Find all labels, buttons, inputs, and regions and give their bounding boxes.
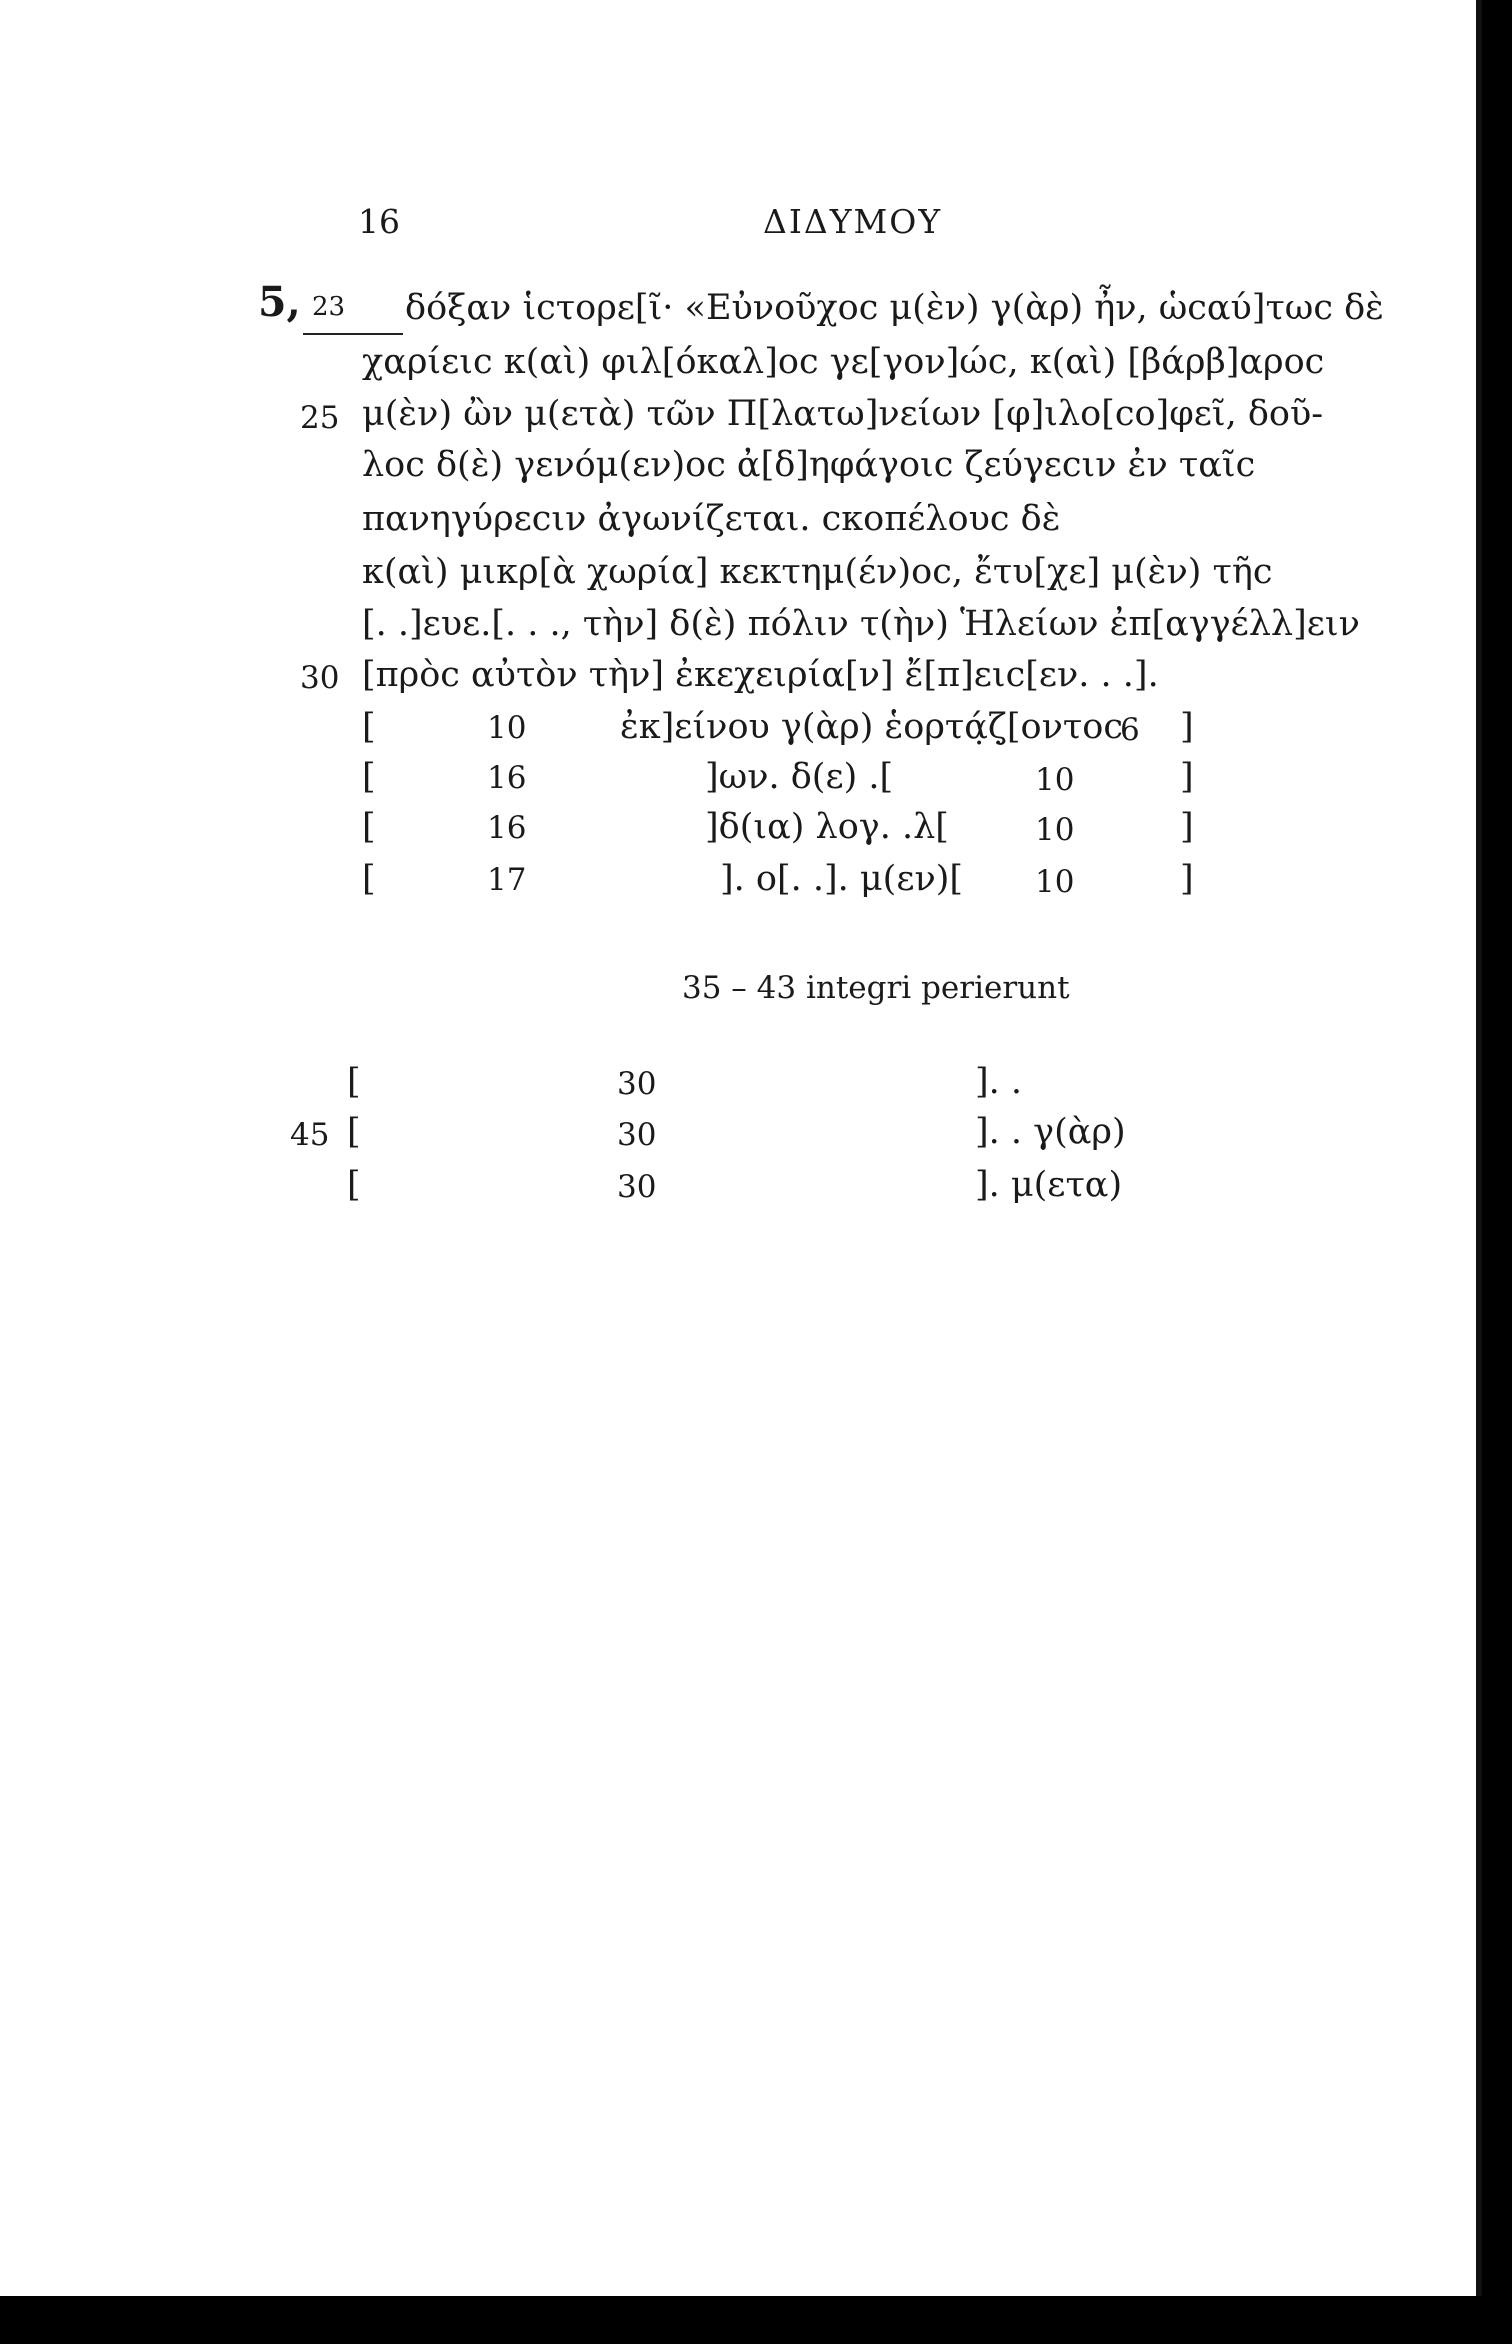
section-underline [303,333,403,335]
editorial-note: 35 – 43 integri perierunt [682,970,1070,1006]
line-number-25: 25 [300,400,340,436]
final-text: ]. . [975,1062,1023,1102]
line-number-30: 30 [300,660,340,696]
lacuna-close: ] [1180,807,1194,847]
lacuna-text: ]ων. δ(ε) .[ [705,757,894,797]
final-open: [ [347,1062,361,1102]
final-open: [ [347,1112,361,1152]
lacuna-count2: 10 [1035,762,1075,798]
lacuna-open: [ [362,859,376,899]
final-count: 30 [617,1117,657,1153]
text-line-26: λοc δ(ὲ) γενόμ(εν)οc ἀ[δ]ηφάγοιc ζεύγεcιν ἐν ταῖc [362,445,1256,485]
text-line-30: [πρὸc αὐτὸν τὴν] ἐκεχειρία[ν] ἔ[π]ειc[εν. . .]. [362,655,1159,695]
final-text: ]. . γ(ὰρ) [975,1112,1126,1152]
final-count: 30 [617,1169,657,1205]
final-count: 30 [617,1066,657,1102]
lacuna-open: [ [362,707,376,747]
lacuna-open: [ [362,757,376,797]
final-open: [ [347,1165,361,1205]
text-line-28: κ(αὶ) μικρ[ὰ χωρία] κεκτημ(έν)οc, ἔτυ[χε] μ(ὲν) τῆc [362,552,1273,592]
lacuna-text: ]. ο[. .]. μ(εν)[ [720,859,964,899]
lacuna-count: 16 [487,810,527,846]
lacuna-count: 10 [487,710,527,746]
line-number-45: 45 [290,1117,330,1153]
lacuna-close: ] [1180,707,1194,747]
text-line-24: χαρίειc κ(αὶ) φιλ[όκαλ]οc γε[γον]ώc, κ(αὶ) [βάρβ]αροc [362,342,1325,382]
scan-edge [1502,40,1512,2336]
section-number: 5, [258,278,301,326]
lacuna-count2: 6 [1120,712,1140,748]
text-line-27: πανηγύρεcιν ἀγωνίζεται. cκοπέλουc δὲ [362,499,1061,539]
lacuna-text: ἐκ]είνου γ(ὰρ) ἑορτά̣ζ̣[οντοc [620,707,1123,747]
page-number: 16 [358,202,400,241]
text-line-25: μ(ὲν) ὢν μ(ετὰ) τῶν Π[λατω]νείων [φ]ιλο[cο]φεῖ, δοῦ- [362,394,1324,434]
running-title: ΔΙΔΥΜΟΥ [763,202,943,241]
lacuna-close: ] [1180,859,1194,899]
section-line-ref: 23 [312,292,346,322]
lacuna-count2: 10 [1035,812,1075,848]
lacuna-open: [ [362,807,376,847]
final-text: ]. μ(ετα) [975,1165,1123,1205]
lacuna-text: ]δ(ια) λογ. .λ[ [705,807,949,847]
lacuna-count: 16 [487,760,527,796]
lacuna-count2: 10 [1035,864,1075,900]
text-line-23: δόξαν ἱcτορε[ῖ· «Εὐνοῦχοc μ(ὲν) γ(ὰρ) ἦν, ὡcαύ]τωc δὲ [405,288,1384,328]
lacuna-close: ] [1180,757,1194,797]
lacuna-count: 17 [487,862,527,898]
text-line-29: [. .]ευε.[. . ., τὴν] δ(ὲ) πόλιν τ(ὴν) Ἡλείων ἐπ[αγγέλλ]ειν [362,604,1360,644]
